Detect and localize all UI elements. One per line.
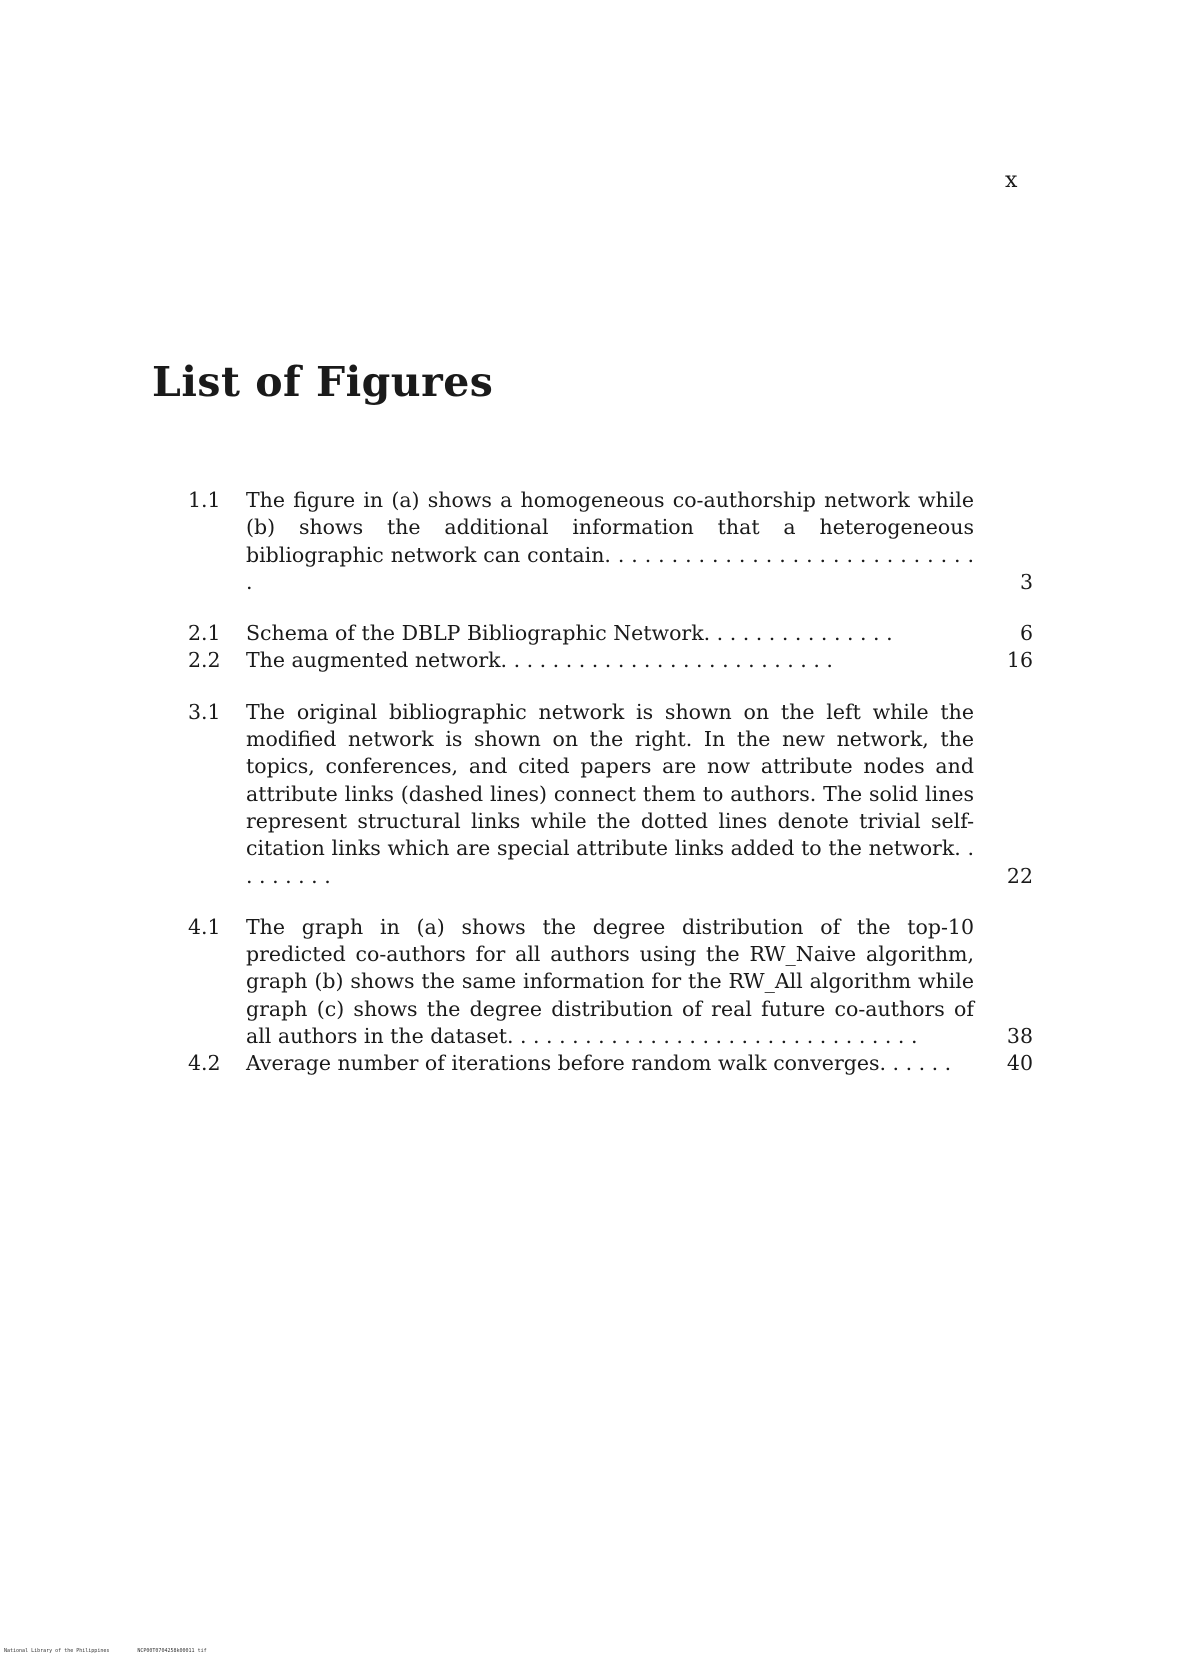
figure-number: 2.2 bbox=[188, 648, 221, 673]
figure-entry-1-1 bbox=[188, 487, 1033, 596]
page-title: List of Figures bbox=[152, 358, 494, 406]
figure-number: 3.1 bbox=[188, 699, 221, 724]
figure-number: 4.2 bbox=[188, 1051, 221, 1076]
figure-caption: The augmented network. . . . . . . . . . . . . . . . . . . . . . . . . . bbox=[246, 648, 833, 673]
figure-caption: The original bibliographic network is shown on the left while the modified network is shown on the right. In the new network, the topics, conferences, and cited papers are now attribute nodes and attribute links (dashed lines) connect them to authors. The solid lines represent structural links while the dotted lines denote trivial self-citation links which are special attribute links added to the network. . . . . . . . . bbox=[246, 699, 974, 888]
figure-page: 22 bbox=[1006, 863, 1033, 888]
figure-caption: The figure in (a) shows a homogeneous co-authorship network while (b) shows the additional information that a heterogeneous bibliographic network can contain. . . . . . . . . . . . . . . . . . . . . . . . . . . . . bbox=[246, 488, 974, 594]
figure-number: 2.1 bbox=[188, 621, 221, 646]
figure-entry-2-2 bbox=[188, 647, 1033, 674]
page-number: x bbox=[1005, 168, 1018, 193]
figure-entry-3-1 bbox=[188, 699, 1033, 890]
figure-page: 3 bbox=[1019, 569, 1033, 594]
scan-code: NCP00T0704258k00011 tif bbox=[137, 1648, 207, 1654]
figure-number: 4.1 bbox=[188, 914, 221, 939]
figure-caption: Schema of the DBLP Bibliographic Network. . . . . . . . . . . . . . . bbox=[246, 621, 893, 646]
figure-caption: The graph in (a) shows the degree distribution of the top-10 predicted co-authors for all authors using the RW_Naive algorithm, graph (b) shows the same information for the RW_All algorithm while graph (c) shows the degree distribution of real future co-authors of all authors in the dataset. . . . . . . . . . . . . . . . . . . . . . . . . . . . . . . . bbox=[246, 914, 974, 1049]
figure-page: 38 bbox=[1006, 1024, 1033, 1049]
figure-list bbox=[188, 487, 1033, 1078]
figure-page: 16 bbox=[1006, 648, 1033, 673]
library-label: National Library of the Philippines bbox=[4, 1648, 110, 1654]
figure-entry-2-1 bbox=[188, 620, 1033, 647]
figure-page: 6 bbox=[1019, 621, 1033, 646]
figure-page: 40 bbox=[1006, 1051, 1033, 1076]
figure-entry-4-1 bbox=[188, 914, 1033, 1050]
figure-caption: Average number of iterations before random walk converges. . . . . . bbox=[246, 1051, 952, 1076]
figure-entry-4-2 bbox=[188, 1050, 1033, 1077]
scan-footer bbox=[4, 1648, 235, 1654]
figure-number: 1.1 bbox=[188, 488, 221, 512]
